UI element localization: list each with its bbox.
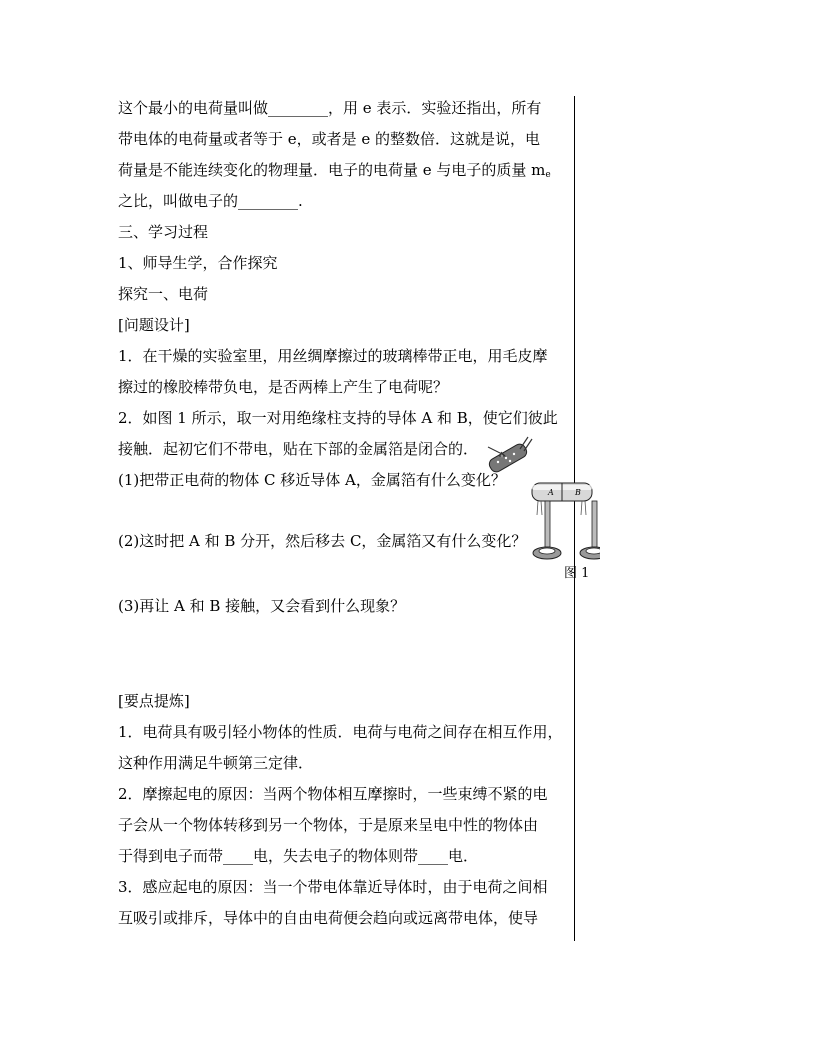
section-heading: 三、学习过程 bbox=[118, 223, 209, 241]
subsection-heading: 探究一、电荷 bbox=[118, 285, 209, 303]
text-line-main: 荷量是不能连续变化的物理量．电子的电荷量 e 与电子的质量 m bbox=[118, 161, 546, 179]
conductor-apparatus-figure bbox=[458, 425, 600, 585]
text-line: 3．感应起电的原因：当一个带电体靠近导体时，由于电荷之间相 bbox=[118, 878, 548, 896]
text-line: 接触．起初它们不带电，贴在下部的金属箔是闭合的． bbox=[118, 440, 479, 458]
bracket-heading: [要点提炼] bbox=[118, 692, 190, 710]
text-line: 这种作用满足牛顿第三定律． bbox=[118, 754, 314, 772]
subscript: e bbox=[545, 170, 551, 180]
label-b: B bbox=[575, 488, 581, 497]
text-line: 2．如图 1 所示，取一对用绝缘柱支持的导体 A 和 B，使它们彼此 bbox=[118, 409, 558, 427]
text-line: 互吸引或排斥，导体中的自由电荷便会趋向或远离带电体，使导 bbox=[118, 909, 539, 927]
text-line: 子会从一个物体转移到另一个物体，于是原来呈电中性的物体由 bbox=[118, 816, 539, 834]
figure-caption: 图 1 bbox=[564, 566, 590, 581]
text-line bbox=[118, 160, 551, 185]
insulating-stands bbox=[533, 501, 600, 559]
text-line: 于得到电子而带____电，失去电子的物体则带____电． bbox=[118, 847, 479, 865]
question-line: (1)把带正电荷的物体 C 移近导体 A，金属箔有什么变化？ bbox=[118, 471, 506, 489]
label-a: A bbox=[548, 488, 554, 497]
text-line: 之比，叫做电子的________. bbox=[118, 192, 303, 210]
question-line: (2)这时把 A 和 B 分开，然后移去 C，金属箔又有什么变化？ bbox=[118, 532, 527, 550]
charged-rod-c bbox=[487, 437, 532, 474]
text-line: 擦过的橡胶棒带负电，是否两棒上产生了电荷呢？ bbox=[118, 378, 449, 396]
question-line: (3)再让 A 和 B 接触，又会看到什么现象？ bbox=[118, 597, 406, 615]
bracket-heading: [问题设计] bbox=[118, 316, 190, 334]
text-line: 带电体的电荷量或者等于 e，或者是 e 的整数倍．这就是说，电 bbox=[118, 130, 541, 148]
text-line: 2．摩擦起电的原因：当两个物体相互摩擦时，一些束缚不紧的电 bbox=[118, 785, 548, 803]
text-line: 1．电荷具有吸引轻小物体的性质．电荷与电荷之间存在相互作用， bbox=[118, 723, 563, 741]
text-line: 这个最小的电荷量叫做________，用 e 表示．实验还指出，所有 bbox=[118, 99, 542, 117]
subsection-heading: 1、师导生学，合作探究 bbox=[118, 254, 278, 272]
text-line: 1．在干燥的实验室里，用丝绸摩擦过的玻璃棒带正电，用毛皮摩 bbox=[118, 347, 548, 365]
conductor-ab bbox=[532, 483, 592, 515]
